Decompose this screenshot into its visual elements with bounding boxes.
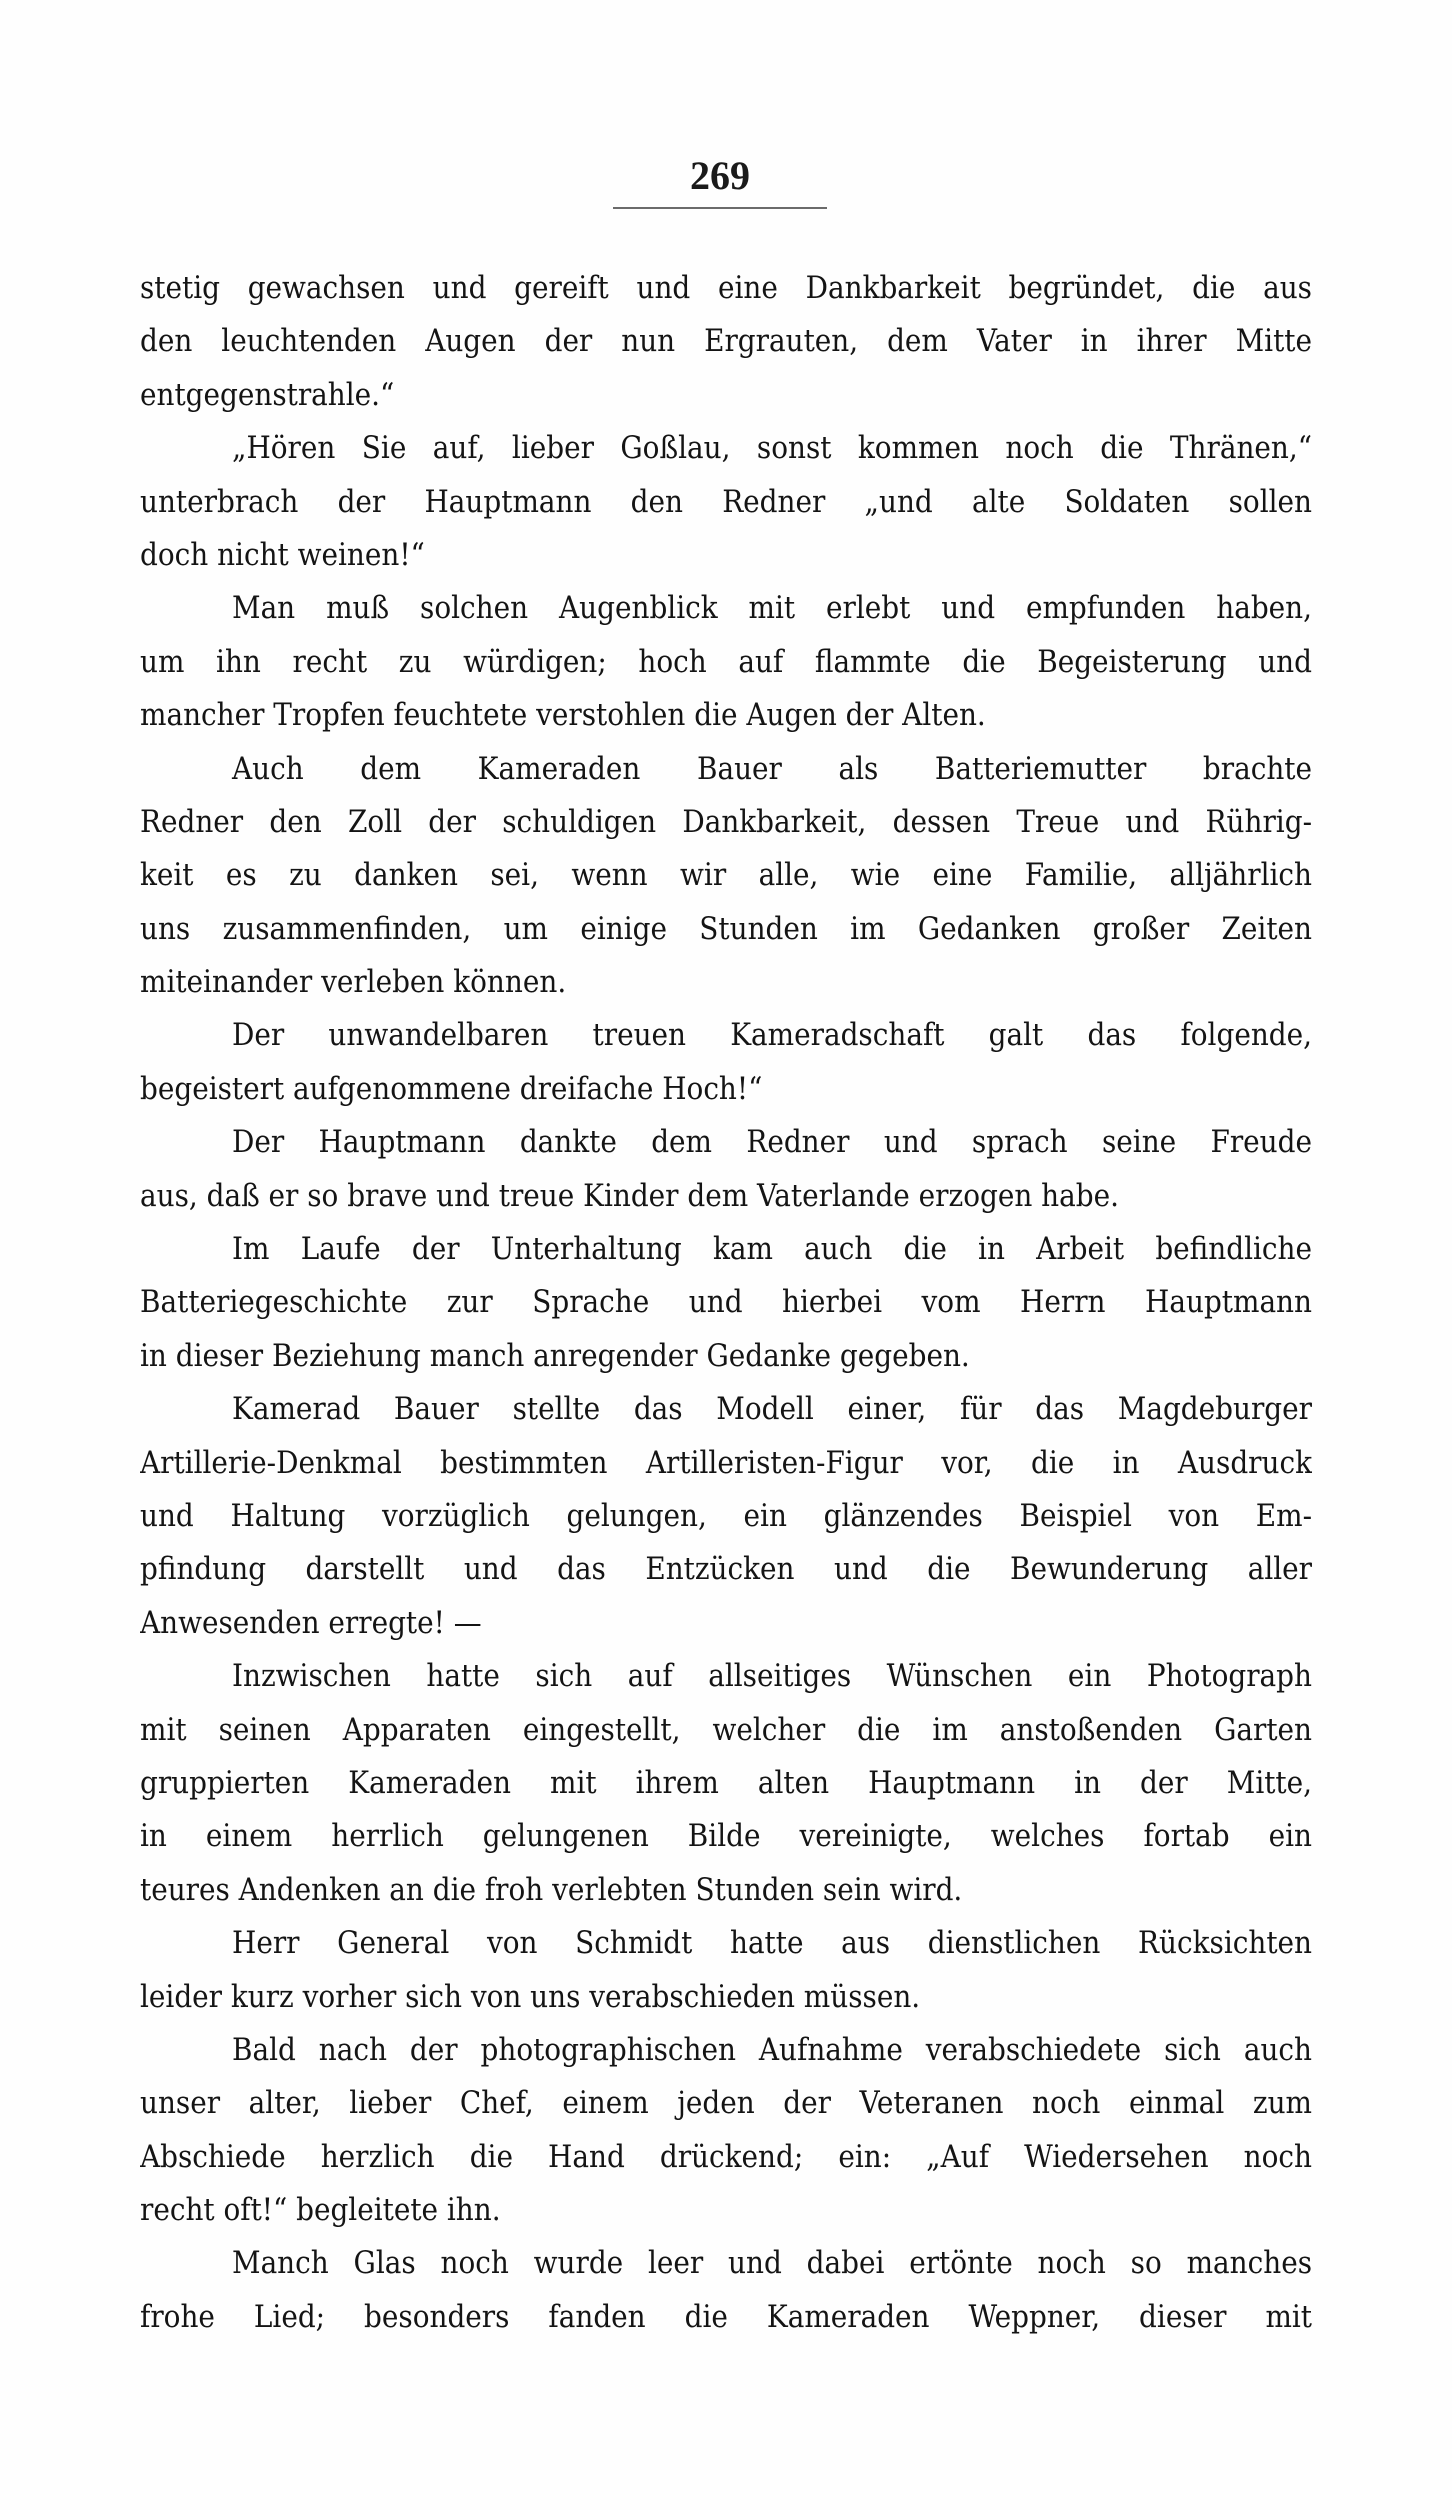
text-line: Abschiede herzlich die Hand drückend; ein: „Auf Wiedersehen noch [140,2138,1312,2175]
text-line: teures Andenken an die froh verlebten Stunden sein wird. [140,1871,963,1908]
text-line: mancher Tropfen feuchtete verstohlen die Augen der Alten. [140,697,986,734]
paragraph-first-line: Der unwandelbaren treuen Kameradschaft galt das folgende, [232,1017,1312,1054]
text-line: gruppierten Kameraden mit ihrem alten Hauptmann in der Mitte, [140,1764,1312,1801]
paragraph-first-line: Herr General von Schmidt hatte aus dienstlichen Rücksichten [232,1925,1312,1962]
text-line: leider kurz vorher sich von uns verabschieden müssen. [140,1978,921,2015]
paragraph-first-line: Bald nach der photographischen Aufnahme verabschiedete sich auch [232,2031,1312,2068]
text-line: und Haltung vorzüglich gelungen, ein glänzendes Beispiel von Em- [140,1497,1312,1534]
text-line: den leuchtenden Augen der nun Ergrauten, dem Vater in ihrer Mitte [140,323,1312,360]
text-line: in einem herrlich gelungenen Bilde vereinigte, welches fortab ein [140,1818,1312,1855]
text-line: mit seinen Apparaten eingestellt, welcher die im anstoßenden Garten [140,1711,1312,1748]
paragraph-first-line: Im Laufe der Unterhaltung kam auch die in Arbeit befindliche [232,1231,1312,1268]
paragraph-first-line: Auch dem Kameraden Bauer als Batteriemutter brachte [232,750,1312,787]
text-line: Anwesenden erregte! — [140,1604,482,1641]
page-number: 269 [690,153,750,198]
paragraph-first-line: Der Hauptmann dankte dem Redner und sprach seine Freude [232,1124,1312,1161]
text-line: stetig gewachsen und gereift und eine Dankbarkeit begründet, die aus [140,270,1312,306]
text-line: frohe Lied; besonders fanden die Kameraden Weppner, dieser mit [140,2298,1312,2335]
header-rule [613,207,827,209]
paragraph-first-line: Man muß solchen Augenblick mit erlebt und empfunden haben, [232,590,1312,627]
paragraph-first-line: Manch Glas noch wurde leer und dabei ertönte noch so manches [232,2245,1312,2282]
text-line: entgegenstrahle.“ [140,376,395,413]
text-line: uns zusammenfinden, um einige Stunden im Gedanken großer Zeiten [140,910,1312,947]
paragraph-first-line: „Hören Sie auf, lieber Goßlau, sonst kommen noch die Thränen,“ [232,430,1312,467]
paragraph-first-line: Inzwischen hatte sich auf allseitiges Wünschen ein Photograph [232,1658,1312,1695]
text-line: in dieser Beziehung manch anregender Gedanke gegeben. [140,1337,970,1374]
text-line: pfindung darstellt und das Entzücken und die Bewunderung aller [140,1551,1312,1588]
text-line: um ihn recht zu würdigen; hoch auf flammte die Begeisterung und [140,643,1312,680]
paragraph-first-line: Kamerad Bauer stellte das Modell einer, für das Magdeburger [232,1391,1312,1428]
text-line: Redner den Zoll der schuldigen Dankbarkeit, dessen Treue und Rührig- [140,803,1312,840]
text-line: recht oft!“ begleitete ihn. [140,2192,501,2229]
text-line: Batteriegeschichte zur Sprache und hierbei vom Herrn Hauptmann [140,1284,1312,1321]
text-line: begeistert aufgenommene dreifache Hoch!“ [140,1070,763,1107]
text-line: unterbrach der Hauptmann den Redner „und alte Soldaten sollen [140,483,1312,520]
text-line: miteinander verleben können. [140,964,567,1001]
text-line: aus, daß er so brave und treue Kinder dem Vaterlande erzogen habe. [140,1177,1119,1214]
body-text [140,262,1312,2344]
text-line: unser alter, lieber Chef, einem jeden der Veteranen noch einmal zum [140,2085,1312,2122]
text-line: doch nicht weinen!“ [140,536,425,573]
text-line: Artillerie-Denkmal bestimmten Artilleristen-Figur vor, die in Ausdruck [140,1444,1312,1481]
text-line: keit es zu danken sei, wenn wir alle, wie eine Familie, alljährlich [140,857,1312,894]
